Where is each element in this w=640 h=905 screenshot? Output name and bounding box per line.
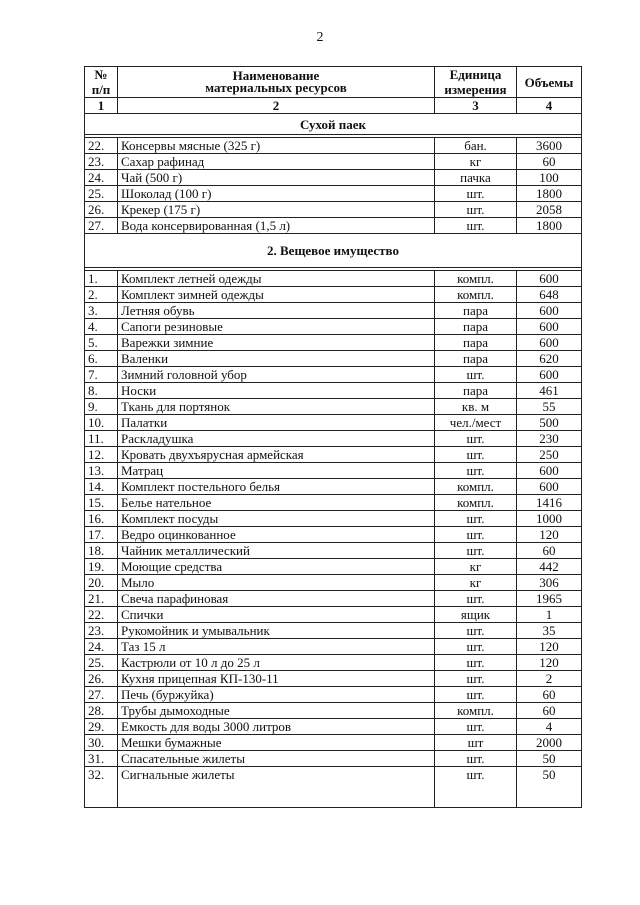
header-name: Наименование материальных ресурсов	[118, 67, 435, 98]
header-volume: Объемы	[517, 67, 582, 98]
table-row	[85, 287, 582, 303]
item-name: Спасательные жилеты	[118, 751, 435, 767]
unit-of-measure: шт.	[435, 655, 517, 671]
item-name: Трубы дымоходные	[118, 703, 435, 719]
item-name: Крекер (175 г)	[118, 202, 435, 218]
volume-value: 50	[517, 751, 582, 767]
unit-of-measure: шт.	[435, 543, 517, 559]
item-name: Сахар рафинад	[118, 154, 435, 170]
row-number: 25.	[85, 186, 118, 202]
row-number: 23.	[85, 154, 118, 170]
item-name: Белье нательное	[118, 495, 435, 511]
table-row	[85, 463, 582, 479]
unit-of-measure: кг	[435, 559, 517, 575]
row-number: 10.	[85, 415, 118, 431]
item-name: Печь (буржуйка)	[118, 687, 435, 703]
column-number: 2	[118, 98, 435, 114]
unit-of-measure: шт.	[435, 463, 517, 479]
row-number: 26.	[85, 671, 118, 687]
table-row	[85, 154, 582, 170]
row-number: 26.	[85, 202, 118, 218]
unit-of-measure: шт.	[435, 687, 517, 703]
item-name: Чай (500 г)	[118, 170, 435, 186]
page-number: 2	[316, 30, 324, 45]
row-number: 1.	[85, 271, 118, 287]
item-name: Емкость для воды 3000 литров	[118, 719, 435, 735]
unit-of-measure: компл.	[435, 287, 517, 303]
table-row	[85, 170, 582, 186]
volume-value: 600	[517, 463, 582, 479]
volume-value: 2000	[517, 735, 582, 751]
row-number: 20.	[85, 575, 118, 591]
item-name: Варежки зимние	[118, 335, 435, 351]
table-row	[85, 655, 582, 671]
table-row	[85, 186, 582, 202]
unit-of-measure: шт.	[435, 751, 517, 767]
volume-value: 60	[517, 154, 582, 170]
volume-value: 120	[517, 639, 582, 655]
table-row	[85, 351, 582, 367]
header-unit: Единица измерения	[435, 67, 517, 98]
table-row	[85, 303, 582, 319]
row-number: 11.	[85, 431, 118, 447]
row-number: 22.	[85, 607, 118, 623]
table-row	[85, 559, 582, 575]
item-name: Шоколад (100 г)	[118, 186, 435, 202]
volume-value: 2	[517, 671, 582, 687]
table-row	[85, 479, 582, 495]
volume-value: 600	[517, 319, 582, 335]
unit-of-measure: пара	[435, 335, 517, 351]
table-row	[85, 671, 582, 687]
unit-of-measure: кв. м	[435, 399, 517, 415]
section-title: 2. Вещевое имущество	[85, 234, 582, 268]
unit-of-measure: кг	[435, 575, 517, 591]
volume-value: 1000	[517, 511, 582, 527]
item-name: Валенки	[118, 351, 435, 367]
item-name: Комплект постельного белья	[118, 479, 435, 495]
table-row	[85, 575, 582, 591]
row-number: 29.	[85, 719, 118, 735]
unit-of-measure: пачка	[435, 170, 517, 186]
table-row	[85, 527, 582, 543]
row-number: 23.	[85, 623, 118, 639]
item-name: Консервы мясные (325 г)	[118, 138, 435, 154]
volume-value: 2058	[517, 202, 582, 218]
volume-value: 442	[517, 559, 582, 575]
table-row	[85, 447, 582, 463]
unit-of-measure: компл.	[435, 703, 517, 719]
item-name: Матрац	[118, 463, 435, 479]
table-row	[85, 703, 582, 719]
item-name: Сигнальные жилеты	[118, 767, 435, 808]
table-header-row	[85, 67, 582, 98]
volume-value: 648	[517, 287, 582, 303]
table-row	[85, 719, 582, 735]
table-row	[85, 415, 582, 431]
table-row	[85, 495, 582, 511]
row-number: 27.	[85, 687, 118, 703]
row-number: 12.	[85, 447, 118, 463]
section-title: Сухой паек	[85, 114, 582, 135]
volume-value: 1416	[517, 495, 582, 511]
unit-of-measure: шт.	[435, 623, 517, 639]
unit-of-measure: пара	[435, 303, 517, 319]
row-number: 15.	[85, 495, 118, 511]
unit-of-measure: компл.	[435, 495, 517, 511]
table-row	[85, 751, 582, 767]
row-number: 14.	[85, 479, 118, 495]
volume-value: 1800	[517, 186, 582, 202]
volume-value: 250	[517, 447, 582, 463]
item-name: Моющие средства	[118, 559, 435, 575]
row-number: 17.	[85, 527, 118, 543]
unit-of-measure: шт.	[435, 218, 517, 234]
column-number: 3	[435, 98, 517, 114]
volume-value: 120	[517, 527, 582, 543]
column-number: 4	[517, 98, 582, 114]
volume-value: 461	[517, 383, 582, 399]
volume-value: 230	[517, 431, 582, 447]
unit-of-measure: шт.	[435, 431, 517, 447]
table-row	[85, 335, 582, 351]
item-name: Мешки бумажные	[118, 735, 435, 751]
unit-of-measure: шт.	[435, 186, 517, 202]
table-row	[85, 383, 582, 399]
row-number: 5.	[85, 335, 118, 351]
unit-of-measure: кг	[435, 154, 517, 170]
item-name: Раскладушка	[118, 431, 435, 447]
volume-value: 1	[517, 607, 582, 623]
item-name: Кастрюли от 10 л до 25 л	[118, 655, 435, 671]
unit-of-measure: шт.	[435, 767, 517, 808]
section-header-dry-rations	[85, 114, 582, 135]
row-number: 21.	[85, 591, 118, 607]
table-row	[85, 623, 582, 639]
item-name: Палатки	[118, 415, 435, 431]
table-row	[85, 543, 582, 559]
volume-value: 600	[517, 303, 582, 319]
row-number: 3.	[85, 303, 118, 319]
unit-of-measure: ящик	[435, 607, 517, 623]
item-name: Зимний головной убор	[118, 367, 435, 383]
item-name: Мыло	[118, 575, 435, 591]
column-number: 1	[85, 98, 118, 114]
table-row	[85, 511, 582, 527]
item-name: Свеча парафиновая	[118, 591, 435, 607]
unit-of-measure: шт.	[435, 591, 517, 607]
row-number: 25.	[85, 655, 118, 671]
item-name: Комплект летней одежды	[118, 271, 435, 287]
item-name: Вода консервированная (1,5 л)	[118, 218, 435, 234]
row-number: 22.	[85, 138, 118, 154]
unit-of-measure: шт.	[435, 511, 517, 527]
volume-value: 620	[517, 351, 582, 367]
row-number: 8.	[85, 383, 118, 399]
row-number: 9.	[85, 399, 118, 415]
column-number-row	[85, 98, 582, 114]
row-number: 2.	[85, 287, 118, 303]
item-name: Ведро оцинкованное	[118, 527, 435, 543]
unit-of-measure: пара	[435, 319, 517, 335]
volume-value: 60	[517, 687, 582, 703]
volume-value: 600	[517, 367, 582, 383]
table-row	[85, 431, 582, 447]
table-row	[85, 687, 582, 703]
table-row	[85, 271, 582, 287]
unit-of-measure: пара	[435, 351, 517, 367]
volume-value: 35	[517, 623, 582, 639]
table-row	[85, 399, 582, 415]
row-number: 4.	[85, 319, 118, 335]
item-name: Рукомойник и умывальник	[118, 623, 435, 639]
table-row	[85, 202, 582, 218]
table-row	[85, 319, 582, 335]
volume-value: 600	[517, 335, 582, 351]
table-row	[85, 218, 582, 234]
volume-value: 1965	[517, 591, 582, 607]
item-name: Кухня прицепная КП-130-11	[118, 671, 435, 687]
unit-of-measure: шт.	[435, 671, 517, 687]
table-row	[85, 138, 582, 154]
item-name: Таз 15 л	[118, 639, 435, 655]
row-number: 28.	[85, 703, 118, 719]
item-name: Комплект зимней одежды	[118, 287, 435, 303]
row-number: 24.	[85, 170, 118, 186]
volume-value: 4	[517, 719, 582, 735]
volume-value: 1800	[517, 218, 582, 234]
unit-of-measure: шт.	[435, 639, 517, 655]
table-row	[85, 735, 582, 751]
volume-value: 120	[517, 655, 582, 671]
row-number: 13.	[85, 463, 118, 479]
table-row	[85, 607, 582, 623]
item-name: Сапоги резиновые	[118, 319, 435, 335]
row-number: 6.	[85, 351, 118, 367]
volume-value: 50	[517, 767, 582, 808]
table-row	[85, 591, 582, 607]
unit-of-measure: чел./мест	[435, 415, 517, 431]
unit-of-measure: шт.	[435, 527, 517, 543]
unit-of-measure: бан.	[435, 138, 517, 154]
row-number: 18.	[85, 543, 118, 559]
header-number: № п/п	[85, 67, 118, 98]
unit-of-measure: шт.	[435, 202, 517, 218]
unit-of-measure: шт.	[435, 447, 517, 463]
item-name: Кровать двухъярусная армейская	[118, 447, 435, 463]
table-row	[85, 639, 582, 655]
row-number: 30.	[85, 735, 118, 751]
item-name: Чайник металлический	[118, 543, 435, 559]
row-number: 32.	[85, 767, 118, 808]
volume-value: 600	[517, 271, 582, 287]
row-number: 16.	[85, 511, 118, 527]
volume-value: 60	[517, 703, 582, 719]
volume-value: 500	[517, 415, 582, 431]
item-name: Комплект посуды	[118, 511, 435, 527]
table-row	[85, 367, 582, 383]
item-name: Носки	[118, 383, 435, 399]
unit-of-measure: компл.	[435, 271, 517, 287]
table-row	[85, 767, 582, 808]
unit-of-measure: шт.	[435, 719, 517, 735]
unit-of-measure: шт.	[435, 367, 517, 383]
volume-value: 3600	[517, 138, 582, 154]
unit-of-measure: шт	[435, 735, 517, 751]
row-number: 31.	[85, 751, 118, 767]
row-number: 27.	[85, 218, 118, 234]
volume-value: 55	[517, 399, 582, 415]
section-header-clothing	[85, 234, 582, 268]
row-number: 24.	[85, 639, 118, 655]
row-number: 19.	[85, 559, 118, 575]
volume-value: 600	[517, 479, 582, 495]
row-number: 7.	[85, 367, 118, 383]
resources-table	[84, 66, 582, 808]
item-name: Летняя обувь	[118, 303, 435, 319]
volume-value: 306	[517, 575, 582, 591]
volume-value: 60	[517, 543, 582, 559]
volume-value: 100	[517, 170, 582, 186]
item-name: Спички	[118, 607, 435, 623]
unit-of-measure: пара	[435, 383, 517, 399]
unit-of-measure: компл.	[435, 479, 517, 495]
item-name: Ткань для портянок	[118, 399, 435, 415]
